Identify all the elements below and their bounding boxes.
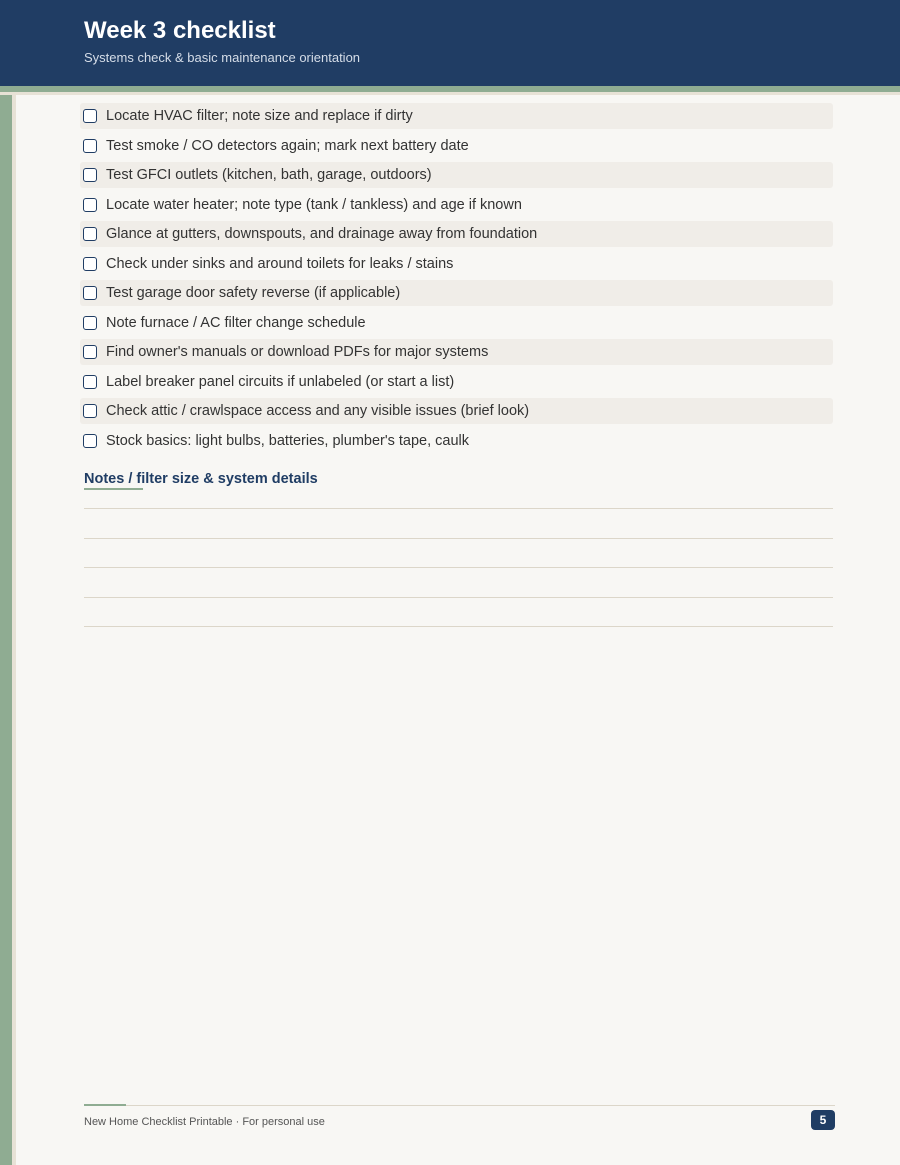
checklist-item-label: Label breaker panel circuits if unlabeled (or start a list) [106,373,455,390]
checkbox[interactable] [83,109,97,123]
checklist-item-label: Locate HVAC filter; note size and replace if dirty [106,108,413,124]
note-line[interactable] [84,597,833,598]
note-line[interactable] [84,508,833,509]
checklist-item-label: Test GFCI outlets (kitchen, bath, garage, outdoors) [106,167,432,183]
checkbox[interactable] [83,345,97,359]
notes-heading-underline [84,488,143,490]
checklist-item-label: Glance at gutters, downspouts, and drainage away from foundation [106,226,538,242]
note-line[interactable] [84,626,833,627]
page-number-badge: 5 [811,1110,835,1130]
page-subtitle: Systems check & basic maintenance orientation [84,50,361,65]
checkbox[interactable] [83,198,97,212]
checklist-item-label: Check under sinks and around toilets for leaks / stains [106,255,454,272]
checklist-item[interactable] [80,251,833,277]
note-line[interactable] [84,567,833,568]
side-divider [12,95,16,1165]
checklist-item[interactable] [80,369,833,395]
checklist-item[interactable] [80,428,833,454]
checkbox[interactable] [83,257,97,271]
footer-divider [84,1105,835,1106]
checklist-item-label: Find owner's manuals or download PDFs for major systems [106,344,489,360]
side-accent-bar [0,95,12,1165]
header-divider [0,92,900,95]
checklist-item-label: Stock basics: light bulbs, batteries, plumber's tape, caulk [106,432,470,449]
note-line[interactable] [84,538,833,539]
footer-accent [84,1104,126,1106]
checkbox[interactable] [83,434,97,448]
checklist-item-label: Locate water heater; note type (tank / tankless) and age if known [106,196,522,213]
checklist-item[interactable] [80,192,833,218]
page-header [0,0,900,86]
checklist-item-label: Note furnace / AC filter change schedule [106,314,366,331]
checklist-item-label: Test garage door safety reverse (if applicable) [106,285,401,301]
checkbox[interactable] [83,375,97,389]
checkbox[interactable] [83,404,97,418]
checkbox[interactable] [83,286,97,300]
checklist-item[interactable] [80,398,833,424]
footer-text: New Home Checklist Printable · For personal use [84,1116,325,1128]
checklist-item[interactable] [80,339,833,365]
checklist-item[interactable] [80,103,833,129]
checkbox[interactable] [83,316,97,330]
checklist-item[interactable] [80,221,833,247]
notes-heading: Notes / filter size & system details [84,471,318,487]
checklist-item-label: Test smoke / CO detectors again; mark next battery date [106,137,469,154]
checklist-item[interactable] [80,310,833,336]
checklist-item-label: Check attic / crawlspace access and any visible issues (brief look) [106,403,530,419]
checklist-item[interactable] [80,162,833,188]
checkbox[interactable] [83,168,97,182]
checkbox[interactable] [83,227,97,241]
checkbox[interactable] [83,139,97,153]
checklist [80,103,833,457]
checklist-item[interactable] [80,280,833,306]
page-title: Week 3 checklist [84,17,276,44]
checklist-item[interactable] [80,133,833,159]
